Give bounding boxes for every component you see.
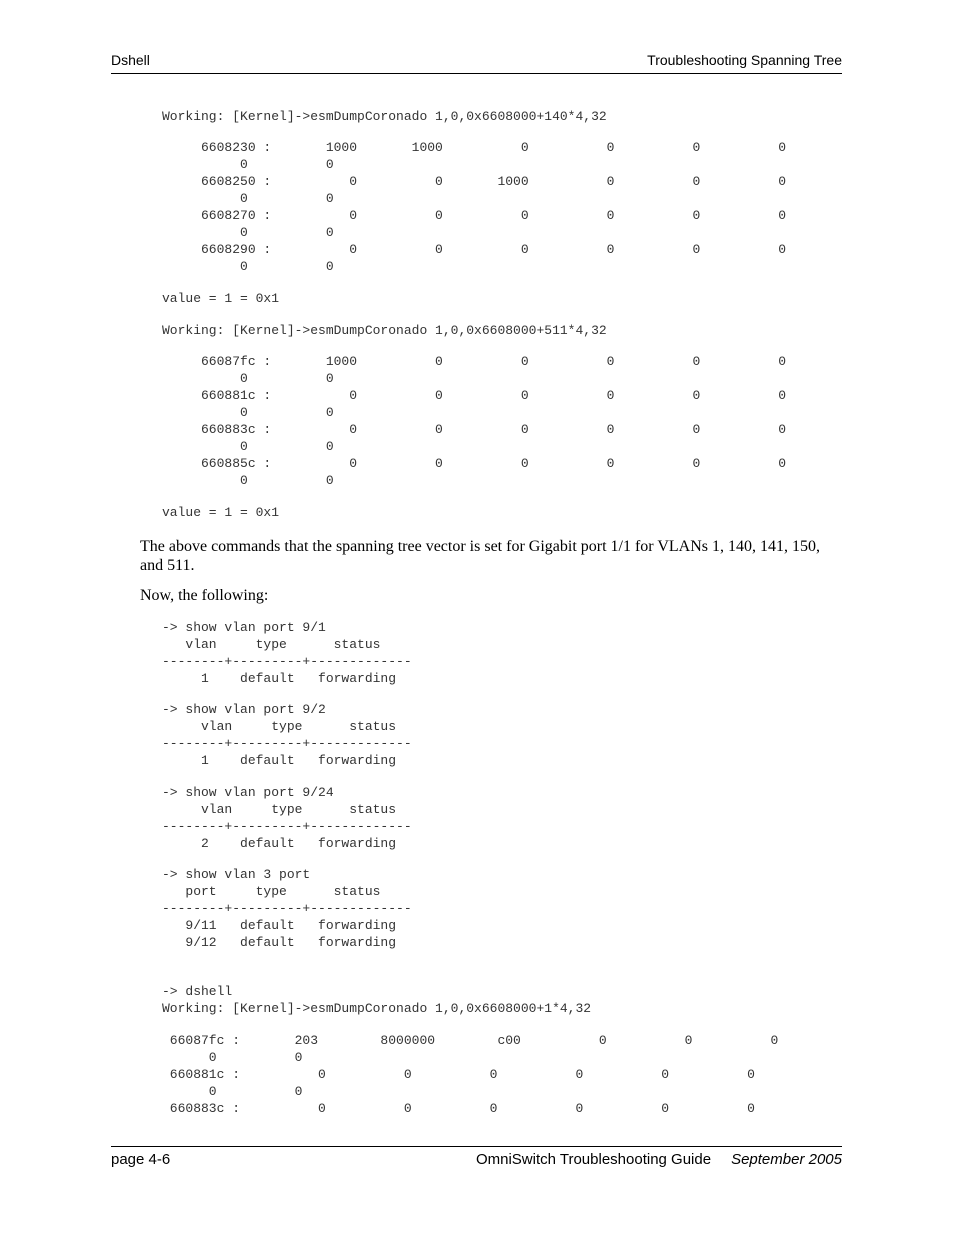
page-number: page 4-6 <box>111 1151 171 1168</box>
code-dshell-command: -> dshell Working: [Kernel]->esmDumpCoronado 1,0,0x6608000+1*4,32 <box>162 984 592 1016</box>
code-memory-dump: 66087fc : 1000 0 0 0 0 0 0 0 660881c : 0 0 0 0 0 0 0 0 660883c : 0 0 0 0 0 0 0 0 660885c : 0 0 0 0 0 0 0 0 <box>201 354 787 488</box>
body-paragraph: The above commands that the spanning tree vector is set for Gigabit port 1/1 for VLANs 1, 140, 141, 150, and 511. <box>140 538 821 574</box>
code-show-vlan-output: -> show vlan 3 port port type status --------+---------+------------- 9/11 default forwarding 9/12 default forwarding <box>162 867 412 950</box>
footer-rule <box>111 1146 842 1147</box>
code-show-vlan-output: -> show vlan port 9/24 vlan type status --------+---------+------------- 2 default forwarding <box>162 785 412 851</box>
code-working-line: Working: [Kernel]->esmDumpCoronado 1,0,0x6608000+511*4,32 <box>162 323 607 338</box>
code-return-value: value = 1 = 0x1 <box>162 291 280 306</box>
publication-date: September 2005 <box>731 1151 842 1168</box>
code-return-value: value = 1 = 0x1 <box>162 505 280 520</box>
running-header-left: Dshell <box>111 52 150 68</box>
code-memory-dump: 6608230 : 1000 1000 0 0 0 0 0 0 6608250 : 0 0 1000 0 0 0 0 0 6608270 : 0 0 0 0 0 0 0 0 6608290 : 0 0 0 0 0 0 0 0 <box>201 140 787 274</box>
code-show-vlan-output: -> show vlan port 9/2 vlan type status --------+---------+------------- 1 default forwarding <box>162 702 412 768</box>
code-memory-dump: 66087fc : 203 8000000 c00 0 0 0 0 0 660881c : 0 0 0 0 0 0 0 0 660883c : 0 0 0 0 0 0 <box>169 1033 779 1116</box>
guide-title: OmniSwitch Troubleshooting Guide <box>475 1151 712 1168</box>
code-working-line: Working: [Kernel]->esmDumpCoronado 1,0,0x6608000+140*4,32 <box>162 109 607 124</box>
footer-right <box>476 1151 842 1168</box>
code-show-vlan-output: -> show vlan port 9/1 vlan type status --------+---------+------------- 1 default forwarding <box>162 620 412 686</box>
body-paragraph: Now, the following: <box>140 587 269 604</box>
running-header-right: Troubleshooting Spanning Tree <box>647 52 842 68</box>
header-rule <box>111 73 842 74</box>
